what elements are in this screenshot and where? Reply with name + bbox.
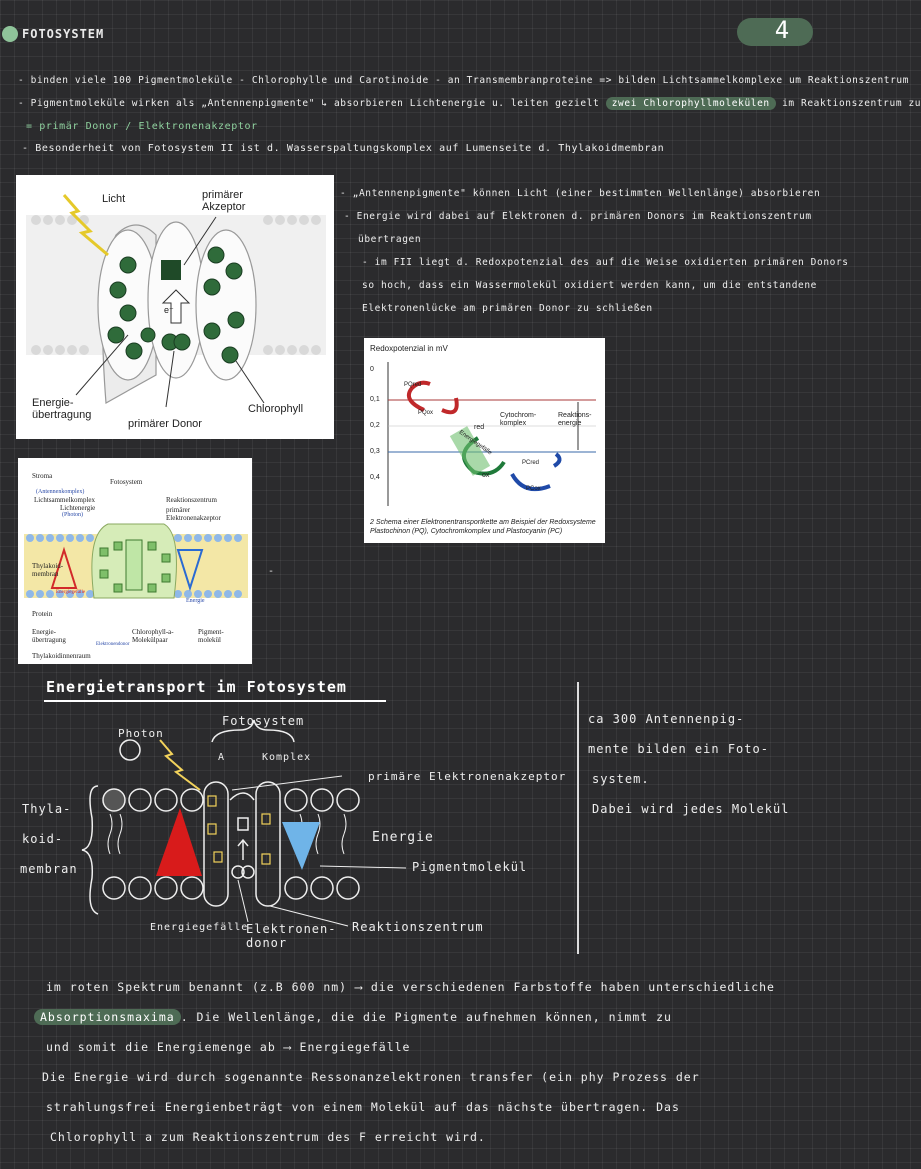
page-number: 4 bbox=[774, 16, 790, 44]
reaction-center-drawing bbox=[204, 782, 280, 906]
light-label: Licht bbox=[102, 193, 126, 205]
reaction-center-label: Reaktionszentrum bbox=[166, 496, 217, 504]
light-harvesting-label: Lichtsammelkomplex bbox=[34, 496, 96, 504]
donor-pointer-line bbox=[238, 880, 248, 922]
note-line-4: - im FII liegt d. Redoxpotenzial des auf die Weise oxidierten primären Donors bbox=[362, 257, 849, 268]
a-label: A bbox=[218, 752, 226, 763]
thylakoid-figure bbox=[18, 458, 252, 664]
red-gradient-triangle-icon bbox=[156, 808, 202, 876]
acceptor-square-icon bbox=[161, 260, 181, 280]
hand-drawing bbox=[0, 700, 570, 960]
photosystem-figure bbox=[16, 175, 334, 439]
primary-acceptor-label: primärer Akzeptor bbox=[202, 189, 246, 213]
redox-diagram bbox=[364, 338, 605, 518]
intro-line-2-text: - Pigmentmoleküle wirken als „Antennenpigmente" ↳ absorbieren Lichtenergie u. leiten gezielt bbox=[18, 98, 600, 109]
membrane-brace-icon bbox=[82, 786, 98, 914]
redox-ylabel: Redoxpotenzial in mV bbox=[370, 344, 448, 353]
energy-transfer-label: Energie-übertragung bbox=[32, 397, 92, 421]
pigment-drawing-label: Pigmentmolekül bbox=[412, 860, 528, 874]
bottom-line-3: und somit die Energiemenge ab ⟶ Energiegefälle bbox=[46, 1040, 411, 1054]
pc-ox-label: PCox bbox=[526, 486, 541, 492]
pigment-pointer-line bbox=[320, 866, 406, 868]
note-line-1: - „Antennenpigmente" können Licht (einer bestimmten Wellenlänge) absorbieren bbox=[340, 188, 821, 199]
side-note-4: Dabei wird jedes Molekül bbox=[592, 802, 790, 816]
photon-label: Photon bbox=[118, 727, 164, 740]
ox-label: ox bbox=[482, 472, 490, 479]
intro-line-1: - binden viele 100 Pigmentmoleküle - Chlorophylle und Carotinoide - an Transmembranproteine => bilden Lichtsammelkomplexe um Reaktionszentrum bbox=[18, 75, 910, 86]
pq-ox-label: PQox bbox=[418, 410, 434, 416]
page-title: FOTOSYSTEM bbox=[22, 27, 105, 41]
gradient-handnote: Energiegefälle bbox=[56, 590, 86, 595]
energy-transfer-label-2: Energie-übertragung bbox=[32, 628, 66, 644]
pq-red-label: PQred bbox=[404, 382, 422, 388]
photon-zigzag-icon bbox=[160, 740, 200, 790]
intro-line-3: = primär Donor / Elektronenakzeptor bbox=[26, 121, 258, 132]
redox-caption: 2 Schema einer Elektronentransportkette am Beispiel der Redoxsysteme Plastochinon (PQ), Cytochromkomplex und Plastocyanin (PC) bbox=[370, 519, 596, 535]
reaction-center-box bbox=[126, 540, 142, 590]
gradient-drawing-label: Energiegefälle bbox=[150, 922, 249, 933]
chlorophyll-label: Chlorophyll bbox=[248, 403, 304, 415]
blue-energy-triangle-icon bbox=[282, 822, 320, 870]
fotosystem-label: Fotosystem bbox=[110, 478, 143, 486]
komplex-label: Komplex bbox=[262, 752, 312, 763]
tick-0-4: 0,4 bbox=[370, 474, 380, 481]
fotosystem-drawing-label: Fotosystem bbox=[222, 714, 305, 728]
bottom-line-6: Chlorophyll a zum Reaktionszentrum des F erreicht wird. bbox=[50, 1130, 486, 1144]
side-note-3: system. bbox=[592, 772, 650, 786]
reaction-energy-label: Reaktions-energie bbox=[558, 412, 592, 427]
reaction-center-drawing-label: Reaktionszentrum bbox=[352, 920, 484, 934]
bottom-line-4: Die Energie wird durch sogenannte Ressonanzelektronen transfer (ein phy Prozess der bbox=[42, 1070, 700, 1084]
title-bullet-icon bbox=[2, 26, 18, 42]
side-note-2: mente bilden ein Foto- bbox=[588, 742, 769, 756]
dash-mark: - bbox=[268, 566, 275, 577]
donor-drawing-label: Elektronen-donor bbox=[246, 922, 337, 950]
intro-line-4: - Besonderheit von Fotosystem II ist d. Wasserspaltungskomplex auf Lumenseite d. Thylakoidmembran bbox=[22, 143, 665, 154]
acceptor-pointer-line bbox=[232, 776, 342, 790]
primary-donor-label: primärer Donor bbox=[128, 418, 202, 430]
bottom-line-2-rest: . Die Wellenlänge, die die Pigmente aufnehmen können, nimmt zu bbox=[180, 1010, 672, 1024]
thylakoid-membrane-label: Thylakoid-membran bbox=[32, 562, 64, 578]
tick-0-1: 0,1 bbox=[370, 396, 380, 403]
bottom-line-1: im roten Spektrum benannt (z.B 600 nm) ⟶ die verschiedenen Farbstoffe haben unterschiedliche bbox=[46, 980, 775, 994]
energy-drawing-label: Energie bbox=[372, 830, 434, 845]
electron-donor-handnote: Elektronendonor bbox=[96, 642, 130, 647]
thylakoid-label-3: membran bbox=[20, 862, 78, 876]
protein-label: Protein bbox=[32, 610, 53, 618]
bottom-line-2 bbox=[34, 1010, 672, 1024]
bottom-line-5: strahlungsfrei Energienbeträgt von einem Molekül auf das nächste übertragen. Das bbox=[46, 1100, 680, 1114]
note-line-2: - Energie wird dabei auf Elektronen d. primären Donors im Reaktionszentrum bbox=[344, 211, 812, 222]
primary-acceptor-drawing-label: primäre Elektronenakzeptor bbox=[368, 770, 567, 783]
tick-0-2: 0,2 bbox=[370, 422, 380, 429]
note-line-3: übertragen bbox=[358, 234, 422, 245]
photon-handnote: (Photon) bbox=[62, 512, 83, 518]
gradient-label: Energiegefälle bbox=[457, 429, 493, 457]
side-note-1: ca 300 Antennenpig- bbox=[588, 712, 745, 726]
antenna-handnote: (Antennenkomplex) bbox=[36, 489, 85, 495]
thylakoid-label-2: koid- bbox=[22, 832, 64, 846]
energy-handnote: Energie bbox=[186, 598, 205, 604]
primary-acceptor-label-2: primärer Elektronenakzeptor bbox=[166, 506, 221, 522]
stroma-label: Stroma bbox=[32, 472, 53, 480]
light-energy-label: Lichtenergie bbox=[60, 504, 96, 512]
electron-label: e⁻ bbox=[164, 305, 174, 315]
note-line-5: so hoch, dass ein Wassermolekül oxidiert werden kann, um die entstandene bbox=[362, 280, 818, 291]
redox-potential-figure bbox=[364, 338, 605, 543]
shaded-lipid-icon bbox=[103, 789, 125, 811]
tick-0-3: 0,3 bbox=[370, 448, 380, 455]
thylakoid-space-label: Thylakoidinnenraum bbox=[32, 652, 91, 660]
chlorophyll-pair-highlight: zwei Chlorophyllmolekülen bbox=[606, 97, 776, 110]
intro-line-2-end: im Reaktionszentrum zu bbox=[782, 98, 921, 109]
pigment-molecule-label: Pigment-molekül bbox=[198, 628, 224, 644]
lipid-bottom-row bbox=[103, 877, 359, 899]
absorption-maxima-highlight: Absorptionsmaxima bbox=[34, 1009, 181, 1025]
column-divider bbox=[577, 682, 579, 954]
section-heading: Energietransport im Fotosystem bbox=[46, 678, 347, 696]
cyt-label: Cytochrom-komplex bbox=[500, 412, 537, 427]
red-label: red bbox=[474, 424, 485, 431]
intro-line-2 bbox=[18, 98, 921, 109]
photon-circle-icon bbox=[120, 740, 140, 760]
pc-return-arrow-icon bbox=[554, 454, 560, 466]
thylakoid-label-1: Thyla- bbox=[22, 802, 72, 816]
chlorophyll-pair-label: Chlorophyll-a-Molekülpaar bbox=[132, 628, 174, 644]
pc-red-label: PCred bbox=[522, 460, 540, 466]
tick-0: 0 bbox=[370, 366, 374, 373]
chlorophyll-pointer bbox=[236, 361, 264, 403]
note-line-6: Elektronenlücke am primären Donor zu schließen bbox=[362, 303, 653, 314]
